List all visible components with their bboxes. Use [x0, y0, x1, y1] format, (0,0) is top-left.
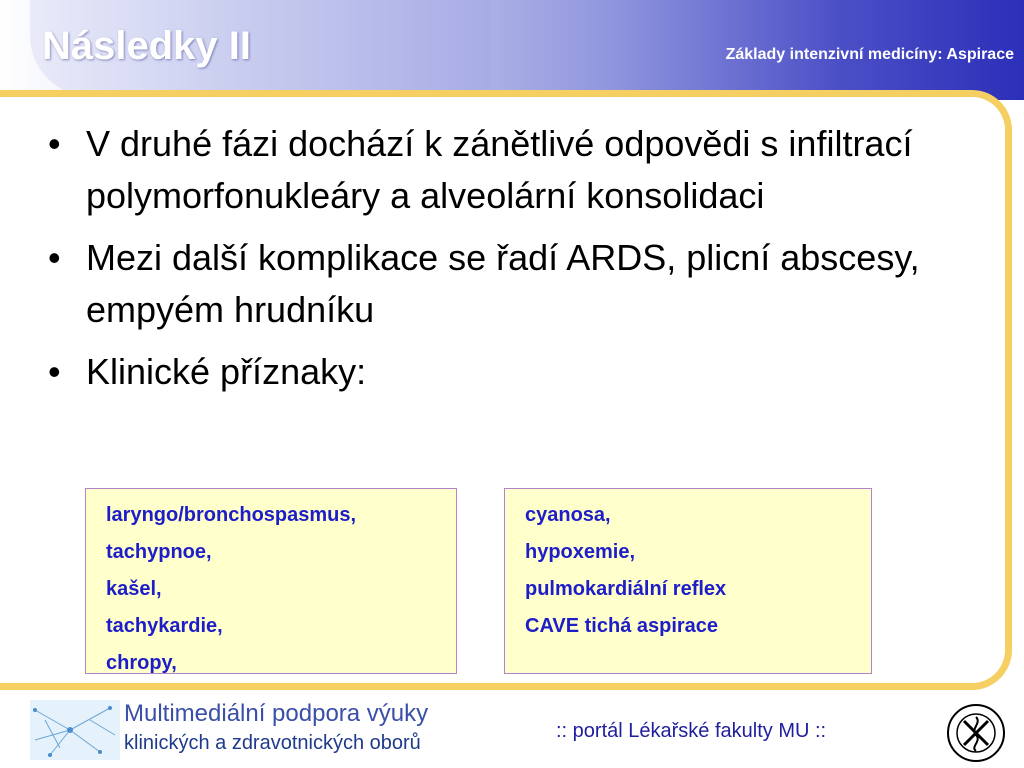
bullet-item	[48, 232, 978, 336]
bullet-dot: •	[48, 351, 61, 392]
network-graphic-icon	[30, 700, 120, 760]
symptom-item: tachykardie,	[106, 615, 223, 637]
symptoms-box-right	[504, 488, 872, 674]
bullet-text: V druhé fázi dochází k zánětlivé odpovědi s infiltrací polymorfonukleáry a alveolární konsolidaci	[86, 123, 913, 216]
symptom-item: chropy,	[106, 652, 177, 674]
symptom-item: laryngo/bronchospasmus,	[106, 504, 357, 526]
bullet-item	[48, 118, 978, 222]
symptom-item: kašel,	[106, 578, 162, 600]
footer-subtitle: klinických a zdravotnických oborů	[124, 732, 421, 754]
bullet-item	[48, 346, 978, 398]
symptoms-box-left	[85, 488, 457, 674]
bullet-dot: •	[48, 237, 61, 278]
symptom-item: hypoxemie,	[525, 541, 636, 563]
bullet-list	[48, 118, 978, 408]
symptom-item: CAVE tichá aspirace	[525, 615, 719, 637]
bullet-dot: •	[48, 123, 61, 164]
page-title: Následky II	[42, 24, 252, 68]
bullet-text: Klinické příznaky:	[86, 351, 367, 392]
footer-title: Multimediální podpora výuky	[124, 700, 429, 727]
symptom-item: cyanosa,	[525, 504, 611, 526]
symptom-item: pulmokardiální reflex	[525, 578, 727, 600]
symptom-item: tachypnoe,	[106, 541, 212, 563]
portal-link[interactable]: :: portál Lékařské fakulty MU ::	[556, 720, 827, 742]
slide-subtitle: Základy intenzivní medicíny: Aspirace	[725, 46, 1014, 63]
bullet-text: Mezi další komplikace se řadí ARDS, plicní abscesy, empyém hrudníku	[86, 237, 920, 330]
faculty-seal-icon	[946, 703, 1006, 763]
